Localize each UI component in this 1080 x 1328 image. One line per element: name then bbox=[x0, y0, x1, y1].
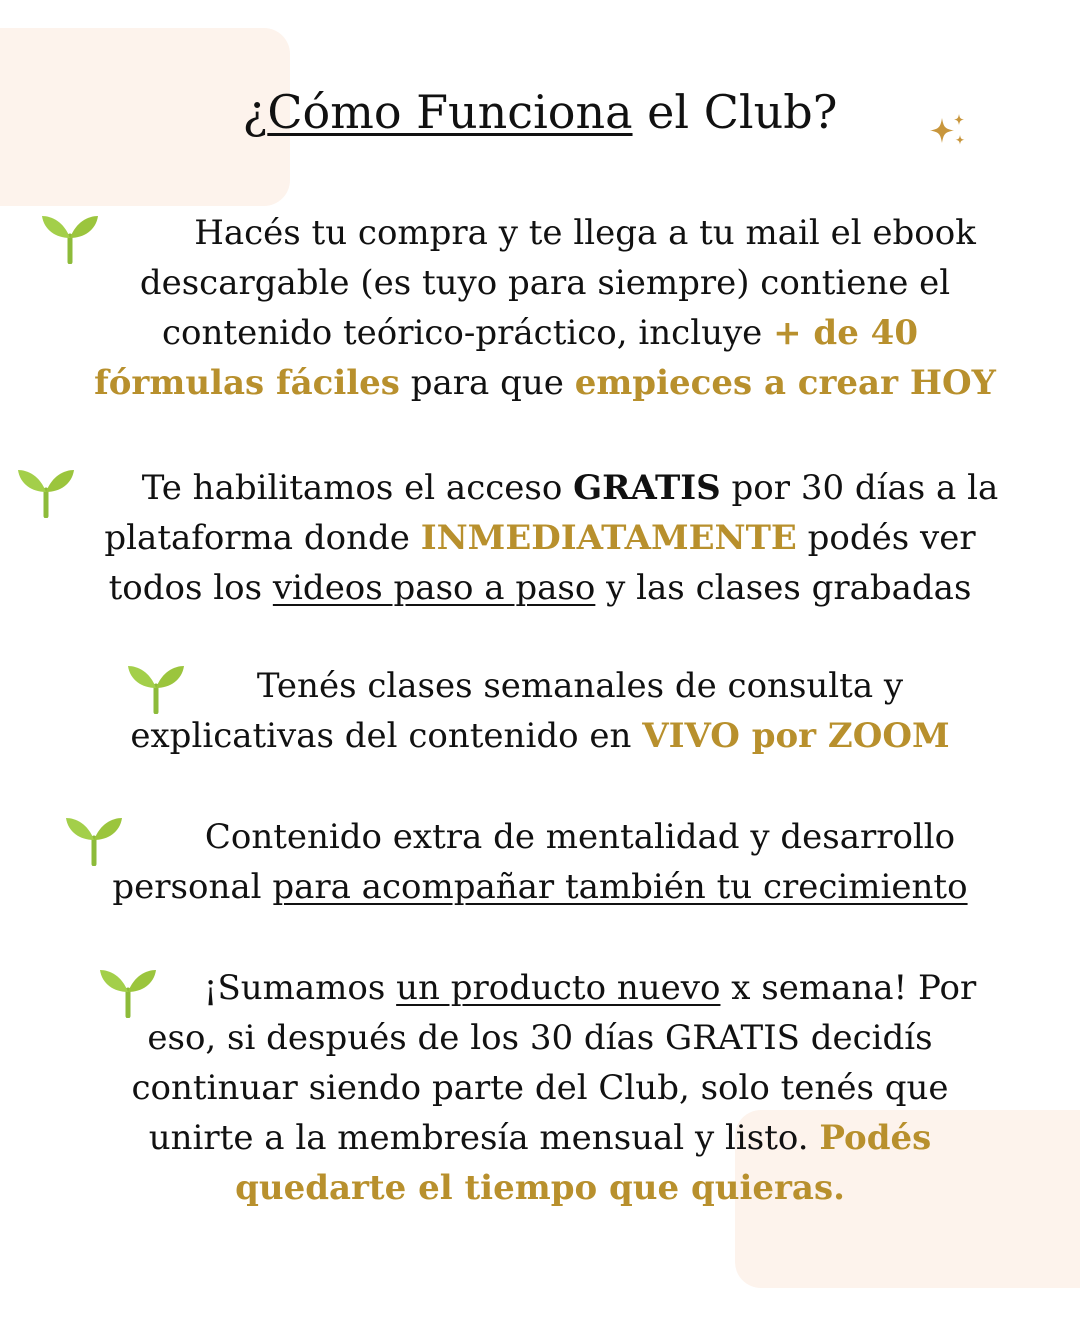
item-line bbox=[0, 661, 1080, 711]
highlight-immediately: INMEDIATAMENTE bbox=[420, 518, 797, 558]
title-underlined: Cómo Funciona bbox=[267, 85, 633, 139]
item-line bbox=[0, 963, 1080, 1013]
item-text: por 30 días a la bbox=[720, 468, 999, 508]
item-text: plataforma donde bbox=[104, 518, 421, 558]
item-line bbox=[0, 358, 1080, 408]
page-title bbox=[0, 80, 1080, 144]
underlined-step-videos: videos paso a paso bbox=[272, 568, 596, 608]
item-line bbox=[0, 1163, 1080, 1213]
item-line bbox=[0, 208, 1080, 258]
item-line bbox=[0, 308, 1080, 358]
item-text: eso, si después de los 30 días GRATIS decidís bbox=[147, 1018, 933, 1058]
item-line bbox=[0, 812, 1080, 862]
highlight-free: GRATIS bbox=[573, 468, 721, 508]
item-line bbox=[0, 1063, 1080, 1113]
item-line bbox=[0, 1013, 1080, 1063]
highlight-formulas-count: + de 40 bbox=[773, 313, 918, 353]
title-suffix: el Club? bbox=[632, 85, 838, 139]
feature-item-ebook bbox=[0, 208, 1080, 408]
feature-item-extra-content bbox=[0, 812, 1080, 912]
feature-item-platform-access bbox=[0, 463, 1080, 613]
item-text: Contenido extra de mentalidad y desarrollo bbox=[204, 817, 956, 857]
highlight-live-zoom: VIVO por ZOOM bbox=[642, 716, 950, 756]
underlined-growth: para acompañar también tu crecimiento bbox=[272, 867, 968, 907]
highlight-start-today: empieces a crear HOY bbox=[574, 363, 996, 403]
item-text: podés ver bbox=[796, 518, 976, 558]
item-text: explicativas del contenido en bbox=[130, 716, 643, 756]
item-line bbox=[0, 711, 1080, 761]
item-line bbox=[0, 258, 1080, 308]
feature-item-new-product bbox=[0, 963, 1080, 1213]
item-line bbox=[0, 862, 1080, 912]
item-text: x semana! Por bbox=[720, 968, 977, 1008]
feature-item-live-classes bbox=[0, 661, 1080, 761]
item-text: contenido teórico-práctico, incluye bbox=[162, 313, 774, 353]
item-text: y las clases grabadas bbox=[595, 568, 972, 608]
item-line bbox=[0, 563, 1080, 613]
sparkle-icon bbox=[924, 110, 970, 150]
title-prefix: ¿ bbox=[242, 85, 268, 139]
highlight-easy-formulas: fórmulas fáciles bbox=[94, 363, 400, 403]
item-line bbox=[0, 513, 1080, 563]
item-text: ¡Sumamos bbox=[203, 968, 397, 1008]
item-text: para que bbox=[399, 363, 575, 403]
item-text: unirte a la membresía mensual y listo. bbox=[148, 1118, 820, 1158]
item-text: Hacés tu compra y te llega a tu mail el ebook bbox=[194, 213, 976, 253]
underlined-new-product: un producto nuevo bbox=[396, 968, 721, 1008]
highlight-stay: Podés bbox=[819, 1118, 932, 1158]
item-line bbox=[0, 1113, 1080, 1163]
item-text: personal bbox=[112, 867, 273, 907]
item-text: Te habilitamos el acceso bbox=[141, 468, 574, 508]
item-text: todos los bbox=[108, 568, 273, 608]
item-line bbox=[0, 463, 1080, 513]
item-text: continuar siendo parte del Club, solo tenés que bbox=[131, 1068, 949, 1108]
item-text: descargable (es tuyo para siempre) contiene el bbox=[139, 263, 951, 303]
highlight-stay-time: quedarte el tiempo que quieras. bbox=[235, 1168, 845, 1208]
item-text: Tenés clases semanales de consulta y bbox=[256, 666, 904, 706]
